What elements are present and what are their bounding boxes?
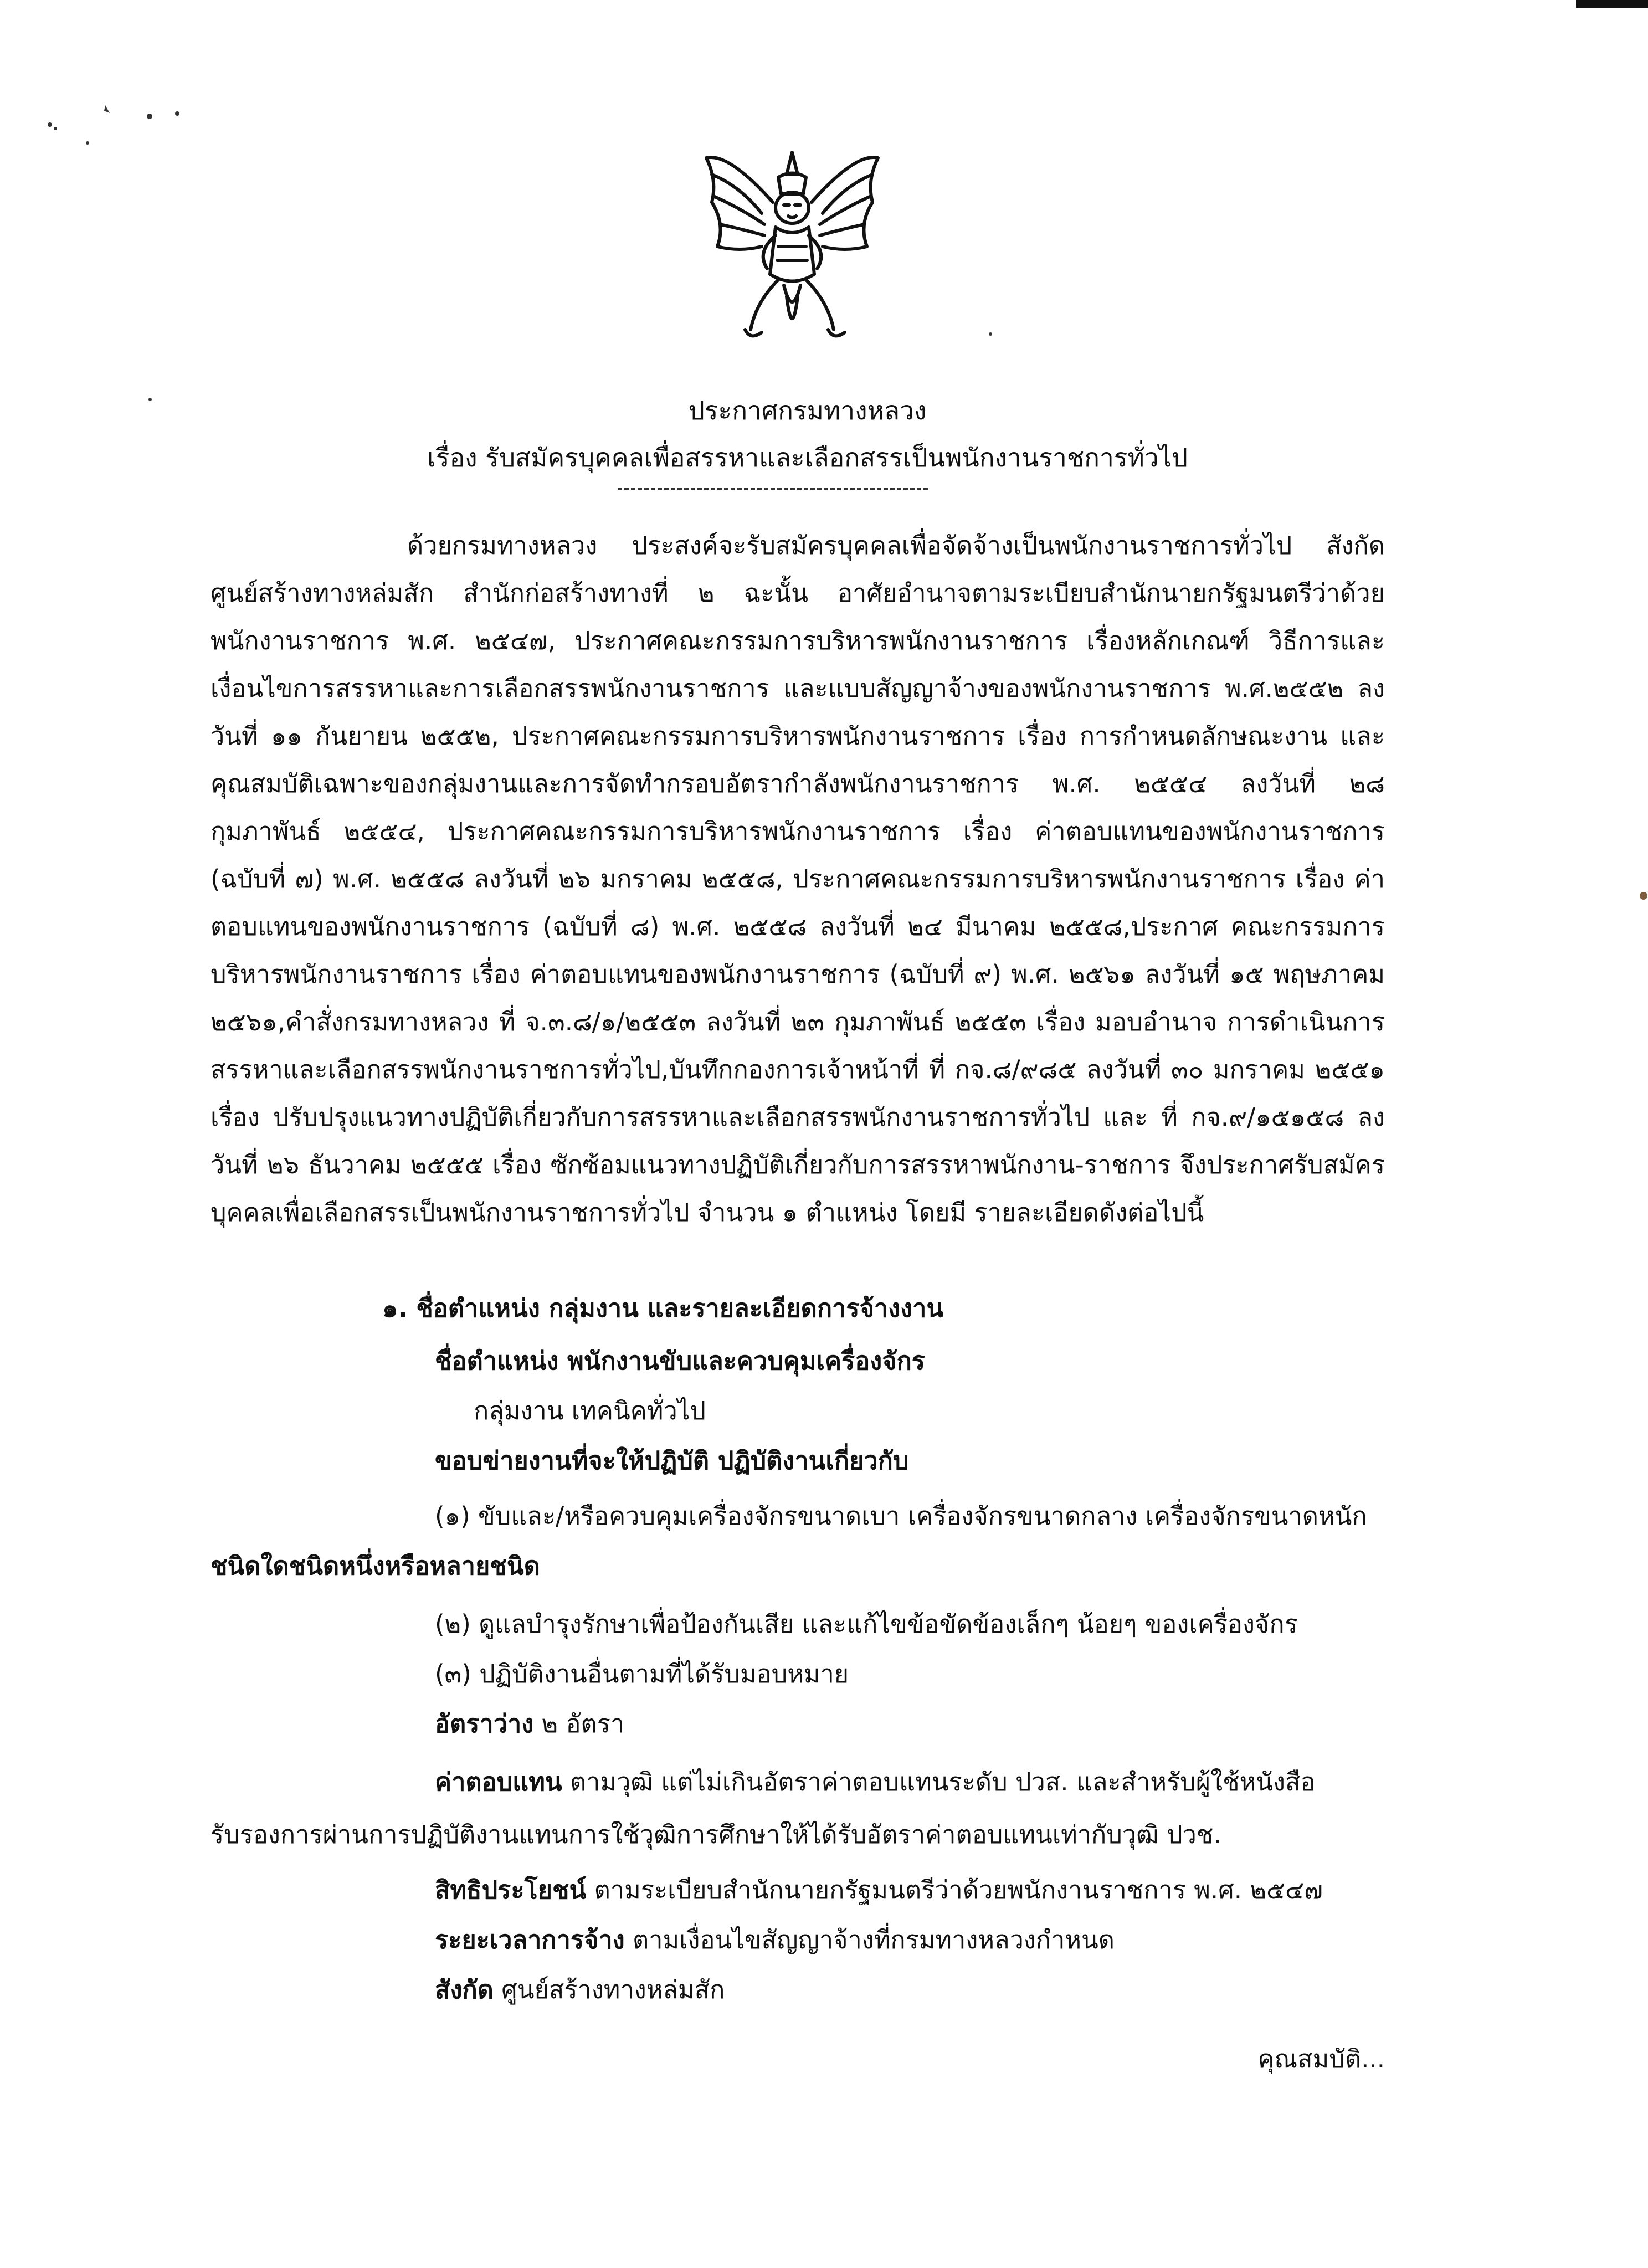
- vacancy-label: อัตราว่าง: [435, 1709, 534, 1738]
- scope-heading: ขอบข่ายงานที่จะให้ปฏิบัติ ปฏิบัติงานเกี่ยวกับ: [435, 1446, 909, 1475]
- benefit-label: สิทธิประโยชน์: [435, 1875, 587, 1905]
- scan-speck: [989, 332, 992, 336]
- announcement-title: ประกาศกรมทางหลวง: [688, 396, 927, 425]
- scan-corner-mark: [1576, 0, 1648, 8]
- duty-item-2: (๒) ดูแลบำรุงรักษาเพื่อป้องกันเสีย และแก้ไขข้อขัดข้องเล็กๆ น้อยๆ ของเครื่องจักร: [435, 1609, 1298, 1639]
- benefit-value: ตามระเบียบสำนักนายกรัฐมนตรีว่าด้วยพนักงานราชการ พ.ศ. ๒๕๔๗: [586, 1875, 1323, 1905]
- unit-line: [435, 1969, 725, 2009]
- duty-item-3: (๓) ปฏิบัติงานอื่นตามที่ได้รับมอบหมาย: [435, 1659, 849, 1689]
- scan-speck: [1640, 892, 1647, 900]
- pay-line: [435, 1762, 1316, 1802]
- position-name: ชื่อตำแหน่ง พนักงานขับและควบคุมเครื่องจักร: [435, 1346, 926, 1376]
- unit-value: ศูนย์สร้างทางหล่มสัก: [493, 1975, 725, 2004]
- title-divider: [618, 488, 928, 490]
- duty-item-1: (๑) ขับและ/หรือควบคุมเครื่องจักรขนาดเบา เครื่องจักรขนาดกลาง เครื่องจักรขนาดหนัก: [435, 1501, 1367, 1531]
- vacancy-line: [435, 1703, 624, 1743]
- vacancy-value: ๒ อัตรา: [533, 1709, 625, 1738]
- scan-specks: [44, 94, 199, 155]
- term-line: [435, 1920, 1115, 1959]
- term-label: ระยะเวลาการจ้าง: [435, 1925, 625, 1954]
- duty-item-1-continued: ชนิดใดชนิดหนึ่งหรือหลายชนิด: [211, 1551, 540, 1581]
- intro-paragraph: ด้วยกรมทางหลวง ประสงค์จะรับสมัครบุคคลเพื่อจัดจ้างเป็นพนักงานราชการทั่วไป สังกัด ศูนย์สร้างทางหล่มสัก สำนักก่อสร้างทางที่ ๒ ฉะนั้น อาศัยอำนาจตามระเบียบสำนักนายกรัฐมนตรีว่าด้วย พนักงานราชการ พ.ศ. ๒๕๔๗, ประกาศคณะกรรมการบริหารพนักงานราชการ เรื่องหลักเกณฑ์ วิธีการและ เงื่อนไขการสรรหาและการเลือกสรรพนักงานราชการ และแบบสัญญาจ้างของพนักงานราชการ พ.ศ.๒๕๕๒ ลงวันที่ ๑๑ กันยายน ๒๕๕๒, ประกาศคณะกรรมการบริหารพนักงานราชการ เรื่อง การกำหนดลักษณะงาน และคุณสมบัติเฉพาะของกลุ่มงานและการจัดทำกรอบอัตรากำลังพนักงานราชการ พ.ศ. ๒๕๕๔ ลงวันที่ ๒๘ กุมภาพันธ์ ๒๕๕๔, ประกาศคณะกรรมการบริหารพนักงานราชการ เรื่อง ค่าตอบแทนของพนักงานราชการ (ฉบับที่ ๗) พ.ศ. ๒๕๕๘ ลงวันที่ ๒๖ มกราคม ๒๕๕๘, ประกาศคณะกรรมการบริหารพนักงานราชการ เรื่อง ค่าตอบแทนของพนักงานราชการ (ฉบับที่ ๘) พ.ศ. ๒๕๕๘ ลงวันที่ ๒๔ มีนาคม ๒๕๕๘,ประกาศ คณะกรรมการบริหารพนักงานราชการ เรื่อง ค่าตอบแทนของพนักงานราชการ (ฉบับที่ ๙) พ.ศ. ๒๕๖๑ ลงวันที่ ๑๕ พฤษภาคม ๒๕๖๑,คำสั่งกรมทางหลวง ที่ จ.๓.๘/๑/๒๕๕๓ ลงวันที่ ๒๓ กุมภาพันธ์ ๒๕๕๓ เรื่อง มอบอำนาจ การดำเนินการสรรหาและเลือกสรรพนักงานราชการทั่วไป,บันทึกกองการเจ้าหน้าที่ ที่ กจ.๘/๙๘๕ ลงวันที่ ๓๐ มกราคม ๒๕๕๑ เรื่อง ปรับปรุงแนวทางปฏิบัติเกี่ยวกับการสรรหาและเลือกสรรพนักงานราชการทั่วไป และ ที่ กจ.๙/๑๕๑๕๘ ลงวันที่ ๒๖ ธันวาคม ๒๕๕๕ เรื่อง ซักซ้อมแนวทางปฏิบัติเกี่ยวกับการสรรหาพนักงาน-ราชการ จึงประกาศรับสมัครบุคคลเพื่อเลือกสรรเป็นพนักงานราชการทั่วไป จำนวน ๑ ตำแหน่ง โดยมี รายละเอียดดังต่อไปนี้: [211, 531, 1385, 1227]
- term-value: ตามเงื่อนไขสัญญาจ้างที่กรมทางหลวงกำหนด: [624, 1925, 1115, 1954]
- unit-label: สังกัด: [435, 1975, 494, 2004]
- continued-next-page: คุณสมบัติ...: [1257, 2044, 1385, 2074]
- announcement-subject: เรื่อง รับสมัครบุคคลเพื่อสรรหาและเลือกสรรเป็นพนักงานราชการทั่วไป: [427, 443, 1188, 473]
- benefit-line: [435, 1870, 1323, 1910]
- section-heading: ๑. ชื่อตำแหน่ง กลุ่มงาน และรายละเอียดการจ้างงาน: [382, 1294, 944, 1323]
- pay-line-continued: รับรองการผ่านการปฏิบัติงานแทนการใช้วุฒิการศึกษาให้ได้รับอัตราค่าตอบแทนเท่ากับวุฒิ ปวช.: [211, 1820, 1221, 1849]
- garuda-emblem-icon: [695, 141, 889, 357]
- job-group: กลุ่มงาน เทคนิคทั่วไป: [474, 1396, 706, 1425]
- pay-value: ตามวุฒิ แต่ไม่เกินอัตราค่าตอบแทนระดับ ปวส. และสำหรับผู้ใช้หนังสือ: [562, 1767, 1316, 1797]
- pay-label: ค่าตอบแทน: [435, 1767, 562, 1797]
- scan-speck: [148, 398, 152, 401]
